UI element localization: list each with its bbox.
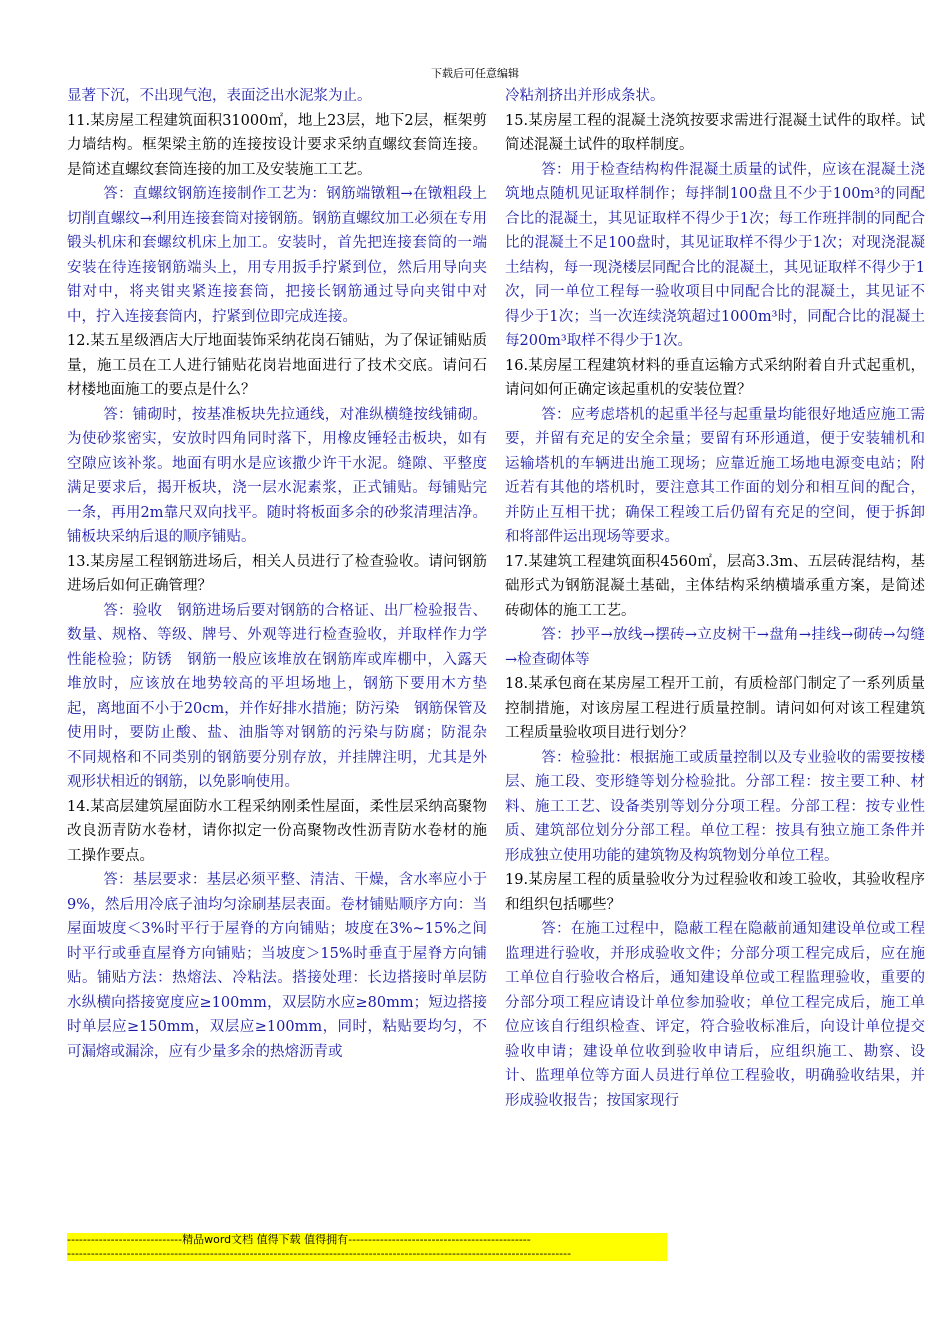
answer-13: 答：验收 钢筋进场后要对钢筋的合格证、出厂检验报告、数量、规格、等级、牌号、外观等进行检查验收，并取样作力学性能检验；防锈 钢筋一般应该堆放在钢筋库或库棚中，入露天堆放时，应该放在地势较高的平坦场地上，钢筋下要用木方垫起，离地面不小于20cm，并作好排水措施；防污染 钢筋保管及使用时，要防止酸、盐、油脂等对钢筋的污染与防腐；防混杂 不同规格和不同类别的钢筋要分别存放，并挂牌注明，尤其是外观形状相近的钢筋，以免影响使用。 [67,602,502,790]
continued-text: 冷粘剂挤出并形成条状。 [505,88,665,104]
question-14: 14.某高层建筑屋面防水工程采纳刚柔性屋面，柔性层采纳高聚物改良沥青防水卷材，请你拟定一份高聚物改性沥青防水卷材的施工操作要点。 [67,798,487,864]
footer-line-2: ------------------------------------------------------------------------------------------------------------------------------- [67,1247,572,1260]
footer-line-1: -----------------------------精品word文档 值得下载 值得拥有---------------------------------------------- [67,1233,531,1246]
right-column [505,84,925,1113]
answer-11: 答：直螺纹钢筋连接制作工艺为：钢筋端镦粗→在镦粗段上切削直螺纹→利用连接套筒对接钢筋。钢筋直螺纹加工必须在专用锻头机床和套螺纹机床上加工。安装时，首先把连接套筒的一端安装在待连接钢筋端头上，用专用扳手拧紧到位，然后用导向夹钳对中，将夹钳夹紧连接套筒，把接长钢筋通过导向夹钳中对中，拧入连接套筒内，拧紧到位即完成连接。 [67,186,487,325]
answer-18: 答：检验批：根据施工或质量控制以及专业验收的需要按楼层、施工段、变形缝等划分检验批。分部工程：按主要工种、材料、施工工艺、设备类别等划分分项工程。分部工程：按专业性质、建筑部位划分分部工程。单位工程：按具有独立施工条件并形成独立使用功能的建筑物及构筑物划分单位工程。 [505,749,925,864]
answer-17: 答：抄平→放线→摆砖→立皮树干→盘角→挂线→砌砖→勾缝→检查砌体等 [505,627,925,668]
question-15: 15.某房屋工程的混凝土浇筑按要求需进行混凝土试件的取样。试简述混凝土试件的取样制度。 [505,112,925,153]
question-12: 12.某五星级酒店大厅地面装饰采纳花岗石铺贴，为了保证铺贴质量，施工员在工人进行铺贴花岗岩地面进行了技术交底。请问石材楼地面施工的要点是什么？ [67,333,487,398]
continued-text: 显著下沉，不出现气泡，表面泛出水泥浆为止。 [67,88,372,104]
answer-16: 答：应考虑塔机的起重半径与起重量均能很好地适应施工需要，并留有充足的安全余量；要留有环形通道，便于安装辅机和运输塔机的车辆进出施工现场；应靠近施工场地电源变电站；附近若有其他的塔机时，要注意其工作面的划分和相互间的配合，并防止互相干扰；确保工程竣工后仍留有充足的空间，便于拆卸和将部件运出现场等要求。 [505,406,925,545]
answer-19: 答：在施工过程中，隐蔽工程在隐蔽前通知建设单位或工程监理进行验收，并形成验收文件；分部分项工程完成后，应在施工单位自行验收合格后，通知建设单位或工程监理验收，重要的分部分项工程应请设计单位参加验收；单位工程完成后，施工单位应该自行组织检查、评定，符合验收标准后，向设计单位提交验收申请；建设单位收到验收申请后，应组织施工、勘察、设计、监理单位等方面人员进行单位工程验收，明确验收结果，并形成验收报告；按国家现行 [505,921,925,1109]
question-13: 13.某房屋工程钢筋进场后，相关人员进行了检查验收。请问钢筋进场后如何正确管理？ [67,553,487,594]
answer-14: 答：基层要求：基层必须平整、清洁、干燥，含水率应小于9%，然后用冷底子油均匀涂刷基层表面。卷材铺贴顺序方向：当屋面坡度＜3%时平行于屋脊的方向铺贴；坡度在3%~15%之间时平行或垂直屋脊方向铺贴；当坡度＞15%时垂直于屋脊方向铺贴。铺贴方法：热熔法、冷粘法。搭接处理：长边搭接时单层防水纵横向搭接宽度应≥100mm，双层防水应≥80mm；短边搭接时单层应≥150mm，双层应≥100mm，同时，粘贴要均匀，不可漏熔或漏涂，应有少量多余的热熔沥青或 [67,872,487,1060]
answer-12: 答：铺砌时，按基准板块先拉通线，对准纵横缝按线铺砌。为使砂浆密实，安放时四角同时落下，用橡皮锤轻击板块，如有空隙应该补浆。地面有明水是应该撒少许干水泥。缝隙、平整度满足要求后，揭开板块，浇一层水泥素浆，正式铺贴。每铺贴完一条，再用2m靠尺双向找平。随时将板面多余的砂浆清理洁净。铺板块采纳后退的顺序铺贴。 [67,406,487,545]
question-17: 17.某建筑工程建筑面积4560㎡，层高3.3m、五层砖混结构，基础形式为钢筋混凝土基础，主体结构采纳横墙承重方案，是简述砖砌体的施工工艺。 [505,553,925,619]
footer-banner [67,1233,667,1261]
question-18: 18.某承包商在某房屋工程开工前，有质检部门制定了一系列质量控制措施，对该房屋工程进行质量控制。请问如何对该工程建筑工程质量验收项目进行划分？ [505,676,925,741]
question-16: 16.某房屋工程建筑材料的垂直运输方式采纳附着自升式起重机，请问如何正确定该起重机的安装位置？ [505,357,925,398]
answer-15: 答：用于检查结构构件混凝土质量的试件，应该在混凝土浇筑地点随机见证取样制作；每拌制100盘且不少于100m³的同配合比的混凝土，其见证取样不得少于1次；每工作班拌制的同配合比的混凝土不足100盘时，其见证取样不得少于1次；对现浇混凝土结构，每一现浇楼层同配合比的混凝土，其见证取样不得少于1次，同一单位工程每一验收项目中同配合比的混凝土，其见证不得少于1次；当一次连续浇筑超过1000m³时，同配合比的混凝土每200m³取样不得少于1次。 [505,161,925,349]
left-column [67,84,502,1064]
question-11: 11.某房屋工程建筑面积31000㎡，地上23层，地下2层，框架剪力墙结构。框架梁主筋的连接按设计要求采纳直螺纹套筒连接。是简述直螺纹套筒连接的加工及安装施工工艺。 [67,112,487,178]
page-header: 下载后可任意编辑 [431,67,519,80]
question-19: 19.某房屋工程的质量验收分为过程验收和竣工验收，其验收程序和组织包括哪些？ [505,872,925,913]
